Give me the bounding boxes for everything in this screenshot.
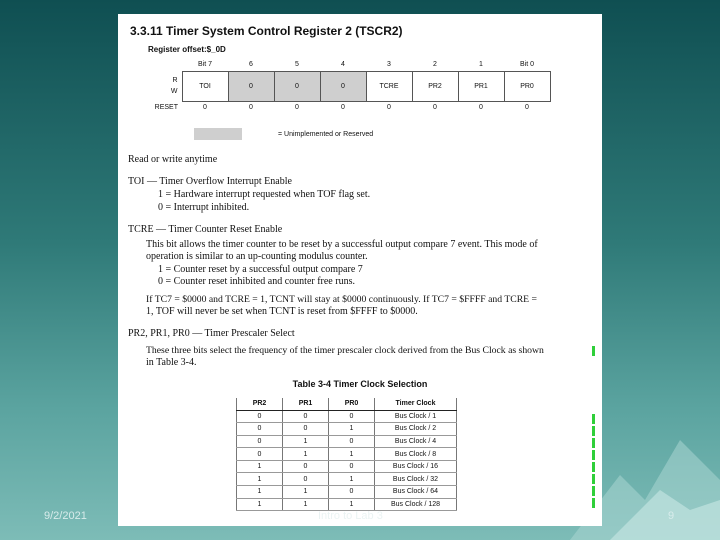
document-page [118,14,602,526]
reset-value: 0 [433,104,437,112]
bit-header-row [154,58,550,71]
table-cell: 1 [283,498,329,511]
pr-description-1: These three bits select the frequency of the timer prescaler clock derived from the Bus Clock as shown [146,345,544,356]
table-cell: 0 [283,460,329,473]
bit-header: 3 [387,60,391,68]
table-header-row [237,398,457,410]
row-label-w: W [170,88,178,95]
table-cell: 0 [237,423,283,436]
bit-header: 6 [249,60,253,68]
reset-value: 0 [295,104,299,112]
change-bar [592,346,595,356]
table-cell: 1 [329,473,375,486]
field-reserved: 0 [228,71,274,101]
footer-date: 9/2/2021 [44,510,87,522]
change-bar [592,450,595,460]
table-cell: 0 [329,486,375,499]
bit-header: Bit 7 [197,60,212,68]
reset-value: 0 [479,104,483,112]
table-cell: 1 [329,498,375,511]
bit-header: 4 [341,60,345,68]
field-pr0: PR0 [504,71,550,101]
reserved-swatch [194,128,242,140]
table-cell: 0 [283,473,329,486]
column-header: PR1 [283,398,329,410]
change-bar [592,486,595,496]
page-number: 9 [668,510,675,522]
change-bar [592,438,595,448]
table-cell: 1 [329,423,375,436]
field-pr1: PR1 [458,71,504,101]
footer-title: Intro to Lab 3 [318,510,383,522]
table-row [237,423,457,436]
reset-row [154,101,550,114]
table-row [237,498,457,511]
tcre-heading: TCRE — Timer Counter Reset Enable [128,224,283,235]
toi-value-1: 1 = Hardware interrupt requested when TOF flag set. [158,189,371,200]
bit-header: 2 [433,60,437,68]
row-label-reset: RESET [154,104,178,111]
column-header: PR0 [329,398,375,410]
change-bar [592,474,595,484]
table-cell: 0 [237,410,283,423]
table-cell: 0 [329,435,375,448]
change-bars [592,344,596,514]
table-cell: 0 [237,435,283,448]
column-header: Timer Clock [375,398,457,410]
table-cell: 1 [237,498,283,511]
table-cell: Bus Clock / 64 [375,486,457,499]
section-title: 3.3.11 Timer System Control Register 2 (TSCR2) [130,24,403,38]
reset-value: 0 [249,104,253,112]
table-cell: 1 [283,486,329,499]
table-cell: 0 [283,423,329,436]
table-row [237,448,457,461]
table-cell: 1 [329,448,375,461]
table-cell: 0 [329,460,375,473]
toi-heading: TOI — Timer Overflow Interrupt Enable [128,176,292,187]
tcre-note-1: If TC7 = $0000 and TCRE = 1, TCNT will stay at $0000 continuously. If TC7 = $FFFF and TCRE = [146,294,537,305]
tcre-description-1: This bit allows the timer counter to be reset by a successful output compare 7 event. This mode of [146,239,538,250]
column-header: PR2 [237,398,283,410]
reset-value: 0 [203,104,207,112]
register-offset: Register offset:$_0D [148,45,226,54]
table-cell: 0 [237,448,283,461]
read-write-note: Read or write anytime [128,154,218,165]
table-title: Table 3-4 Timer Clock Selection [292,379,428,389]
table-row [237,486,457,499]
table-row [237,460,457,473]
tcre-note-2: 1, TOF will never be set when TCNT is reset from $FFFF to $0000. [146,306,418,317]
tcre-value-1: 1 = Counter reset by a successful output compare 7 [158,264,363,275]
reset-value: 0 [341,104,345,112]
table-cell: 0 [283,410,329,423]
register-diagram [154,58,551,114]
pr-description-2: in Table 3-4. [146,357,197,368]
reset-value: 0 [387,104,391,112]
field-toi: TOI [182,71,228,101]
reset-value: 0 [525,104,529,112]
table-cell: Bus Clock / 2 [375,423,457,436]
table-cell: 1 [237,486,283,499]
change-bar [592,462,595,472]
row-label-r: R [172,77,178,84]
table-cell: 1 [237,460,283,473]
table-row [237,473,457,486]
change-bar [592,498,595,508]
field-pr2: PR2 [412,71,458,101]
table-row [237,410,457,423]
bit-header: 5 [295,60,299,68]
field-tcre: TCRE [366,71,412,101]
field-row [154,71,550,101]
pr-heading: PR2, PR1, PR0 — Timer Prescaler Select [128,328,295,339]
table-cell: Bus Clock / 32 [375,473,457,486]
table-cell: Bus Clock / 16 [375,460,457,473]
tcre-description-2: operation is similar to an up-counting modulus counter. [146,251,368,262]
table-cell: 1 [283,435,329,448]
table-cell: 1 [283,448,329,461]
table-cell: Bus Clock / 8 [375,448,457,461]
field-reserved: 0 [274,71,320,101]
table-row [237,435,457,448]
table-cell: 0 [329,410,375,423]
timer-clock-table [236,398,457,511]
table-cell: Bus Clock / 128 [375,498,457,511]
table-cell: Bus Clock / 1 [375,410,457,423]
table-cell: Bus Clock / 4 [375,435,457,448]
table-cell: 1 [237,473,283,486]
change-bar [592,414,595,424]
bit-header: Bit 0 [519,60,534,68]
change-bar [592,426,595,436]
reserved-legend [194,128,373,140]
legend-text: = Unimplemented or Reserved [278,130,374,138]
toi-value-0: 0 = Interrupt inhibited. [158,202,250,213]
field-reserved: 0 [320,71,366,101]
bit-header: 1 [479,60,483,68]
tcre-value-0: 0 = Counter reset inhibited and counter free runs. [158,276,355,287]
